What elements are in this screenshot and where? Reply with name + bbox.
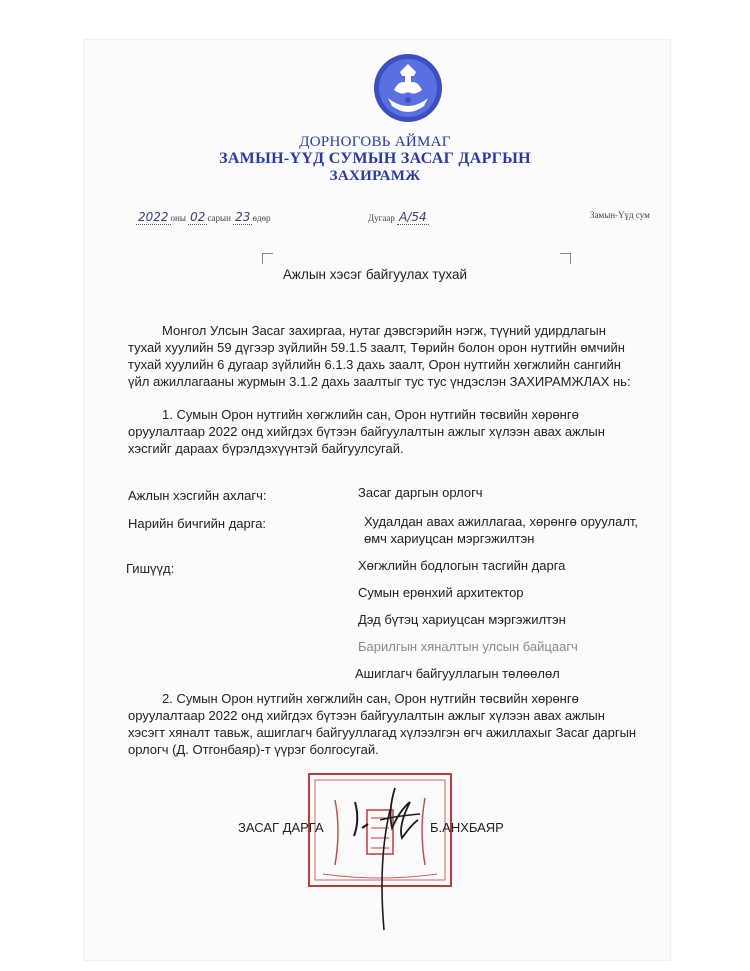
signature-name: Б.АНХБАЯР [430, 820, 504, 835]
header-line-ordinance: ЗАХИРАМЖ [329, 168, 421, 184]
document-date: 2022 оны 02 сарын 23 өдөр [138, 210, 271, 224]
title-bracket-left [262, 253, 273, 264]
date-month: 02 [190, 210, 206, 224]
member-1: Хөгжлийн бодлогын тасгийн дарга [358, 558, 566, 573]
date-day: 23 [235, 210, 251, 224]
members-label: Гишүүд: [126, 561, 175, 576]
item-1-paragraph: 1. Сумын Орон нутгийн хөгжлийн сан, Орон нутгийн төсвийн хөрөнгө оруулалтаар 2022 онд хийгдэх бүтээн байгуулалтын ажлыг хүлээн авах ажлын хэсгийг дараах бүрэлдэхүүнтэй байгуулсугай. [128, 407, 605, 456]
title-bracket-right [560, 253, 571, 264]
document-place: Замын-Үүд сум [590, 210, 650, 220]
handwritten-signature [340, 780, 430, 940]
state-emblem-icon [370, 50, 446, 126]
member-4: Барилгын хяналтын улсын байцаагч [358, 639, 578, 654]
member-3: Дэд бүтэц хариуцсан мэргэжилтэн [358, 612, 566, 627]
member-2: Сумын ерөнхий архитектор [358, 585, 524, 600]
document-title: Ажлын хэсэг байгуулах тухай [282, 267, 468, 282]
intro-paragraph: Монгол Улсын Засаг захиргаа, нутаг дэвсгэрийн нэгж, түүний удирдлагын тухай хуулийн 59 дүгээр зүйлийн 59.1.5 заалт, Төрийн болон орон нутгийн өмчийн тухай хуулийн 6 дугаар зүйлийн 6.1.3 дахь заалт, Орон нутгийн хөгжлийн сангийн үйл ажиллагааны журмын 3.1.2 дахь заалтыг тус тус үндэслэн ЗАХИРАМЖЛАХ нь: [128, 323, 631, 389]
secretary-label: Нарийн бичгийн дарга: [128, 516, 267, 531]
member-5: Ашиглагч байгууллагын төлөөлөл [355, 666, 560, 681]
date-year: 2022 [138, 210, 169, 224]
document-number: Дугаар А/54 [368, 210, 427, 224]
number-value: А/54 [399, 210, 427, 224]
secretary-value-1: Худалдан авах ажиллагаа, хөрөнгө оруулалт, [364, 514, 639, 529]
item-2-paragraph: 2. Сумын Орон нутгийн хөгжлийн сан, Орон нутгийн төсвийн хөрөнгө оруулалтаар 2022 онд хийгдэх бүтээн байгуулалтын ажлыг хүлээн авах ажлын хэсэгт хяналт тавьж, ашиглагч байгууллагад хүлээлгэн өгч ажиллахыг Засаг даргын орлогч (Д. Отгонбаяр)-т үүрэг болгосугай. [128, 691, 637, 757]
head-value: Засаг даргын орлогч [358, 485, 483, 500]
signature-title: ЗАСАГ ДАРГА [238, 820, 324, 835]
secretary-value-2: өмч хариуцсан мэргэжилтэн [364, 531, 535, 546]
header-line-aimag: ДОРНОГОВЬ АЙМАГ [299, 134, 451, 150]
head-label: Ажлын хэсгийн ахлагч: [128, 488, 267, 503]
header-line-governor: ЗАМЫН-ҮҮД СУМЫН ЗАСАГ ДАРГЫН [219, 150, 531, 167]
